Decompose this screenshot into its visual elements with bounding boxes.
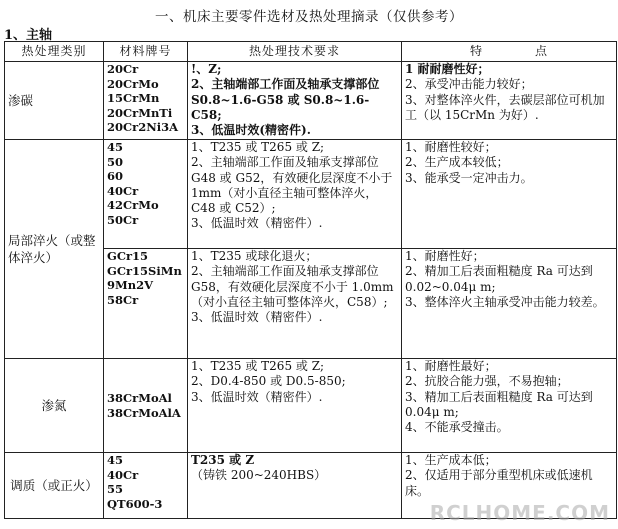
feature-item: 3、对整体淬火件，去碳层部位可机加工（以 15CrMn 为好）.	[405, 92, 605, 122]
requirement-item: 3、低温时效（精密件）.	[191, 310, 323, 325]
category-cell: 调质（或正火）	[5, 453, 104, 519]
material-item: GCr15	[107, 249, 149, 263]
requirements-cell	[188, 62, 402, 140]
material-cell	[104, 359, 188, 453]
requirement-item: 1、T235 或 T265 或 Z;	[191, 359, 325, 373]
category-cell: 渗氮	[5, 359, 104, 453]
feature-item: 2、生产成本较低；	[405, 155, 509, 170]
material-item: 42CrMo	[107, 198, 159, 212]
requirement-item: 1、T235 或球化退火；	[191, 249, 318, 263]
feature-item: 2、精加工后表面粗糙度 Ra 可达到 0.02~0.04μ m;	[405, 264, 593, 294]
material-item: 38CrMoAlA	[107, 405, 181, 420]
page-title: 一、机床主要零件选材及热处理摘录（仅供参考）	[155, 9, 463, 25]
material-item: 40Cr	[107, 183, 139, 198]
requirement-item: （铸铁 200~240HBS）	[191, 468, 327, 483]
feature-item: 3、精加工后表面粗糙度 Ra 可达到 0.04μ m;	[405, 389, 593, 419]
feature-item: 1 耐耐磨性好；	[405, 62, 490, 76]
features-cell	[402, 140, 617, 249]
material-item: 60	[107, 169, 124, 183]
requirement-item: 2、主轴端部工作面及轴承支撑部位 G58，有效硬化层深度不小于 1.0mm（对小直径主轴可整体淬火，C58）;	[191, 264, 394, 309]
feature-item: 3、能承受一定冲击力。	[405, 170, 533, 185]
requirement-item: T235 或 Z	[191, 453, 255, 467]
material-item: 9Mn2V	[107, 278, 154, 292]
feature-item: 2、承受冲击能力较好；	[405, 77, 533, 92]
requirements-cell	[188, 359, 402, 453]
material-item: 40Cr	[107, 467, 139, 482]
material-item: 45	[107, 453, 124, 467]
requirement-item: !、Z;	[191, 62, 222, 76]
material-cell	[104, 62, 188, 140]
material-cell	[104, 249, 188, 359]
table-row	[5, 140, 617, 249]
feature-item: 1、耐磨性较好；	[405, 140, 497, 154]
material-item: 20Cr	[107, 62, 139, 76]
requirements-cell	[188, 249, 402, 359]
features-cell	[402, 249, 617, 359]
heat-treatment-table	[4, 41, 617, 519]
requirement-item: 3、低温时效（精密件）.	[191, 216, 323, 231]
material-item: 50Cr	[107, 212, 139, 227]
material-item: GCr15SiMn	[107, 263, 182, 278]
requirements-cell	[188, 140, 402, 249]
table-row	[5, 62, 617, 140]
material-item: 55	[107, 482, 124, 496]
feature-item: 2、仅适用于部分重型机床或低速机床。	[405, 468, 593, 498]
header-material: 材料牌号	[104, 42, 188, 62]
requirement-item: 3、低温时效（精密件）.	[191, 389, 323, 404]
category-cell: 渗碳	[5, 62, 104, 140]
material-cell	[104, 453, 188, 519]
requirement-item: 2、D0.4-850 或 D0.5-850;	[191, 374, 346, 389]
material-cell	[104, 140, 188, 249]
material-item: 38CrMoAl	[107, 391, 172, 405]
requirements-cell	[188, 453, 402, 519]
feature-item: 1、耐磨性好；	[405, 249, 485, 263]
header-features: 特 点	[402, 42, 617, 62]
feature-item: 3、整体淬火主轴承受冲击能力较差。	[405, 294, 605, 309]
material-item: 20CrMo	[107, 76, 159, 91]
material-item: QT600-3	[107, 496, 163, 511]
feature-item: 4、不能承受撞击。	[405, 420, 509, 435]
material-item: 45	[107, 140, 124, 154]
watermark: RCLHOME.COM	[429, 501, 610, 525]
material-item: 15CrMn	[107, 91, 160, 105]
feature-item: 2、抗胶合能力强，不易抱轴；	[405, 374, 569, 389]
material-item: 58Cr	[107, 292, 139, 307]
requirement-item: 2、主轴端部工作面及轴承支撑部位 G48 或 G52，有效硬化层深度不小于 1mm（对小直径主轴可整体淬火，C48 或 C52）;	[191, 155, 393, 216]
section-title: 1、主轴	[4, 28, 53, 43]
material-item: 50	[107, 154, 124, 169]
requirement-item: 1、T235 或 T265 或 Z;	[191, 140, 325, 154]
requirement-item: 2、主轴端部工作面及轴承支撑部位S0.8~1.6-G58 或 S0.8~1.6-C58;	[191, 77, 380, 122]
features-cell	[402, 359, 617, 453]
material-item: 20CrMnTi	[107, 105, 173, 120]
feature-item: 1、生产成本低；	[405, 453, 497, 467]
table-header-row	[5, 42, 617, 62]
category-cell: 局部淬火（或整体淬火）	[5, 140, 104, 359]
feature-item: 1、耐磨性最好；	[405, 359, 497, 373]
material-item: 20Cr2Ni3A	[107, 120, 179, 134]
header-category: 热处理类别	[5, 42, 104, 62]
requirement-item: 3、低温时效(精密件).	[191, 123, 311, 138]
table-row	[5, 359, 617, 453]
features-cell	[402, 62, 617, 140]
header-requirements: 热处理技术要求	[188, 42, 402, 62]
